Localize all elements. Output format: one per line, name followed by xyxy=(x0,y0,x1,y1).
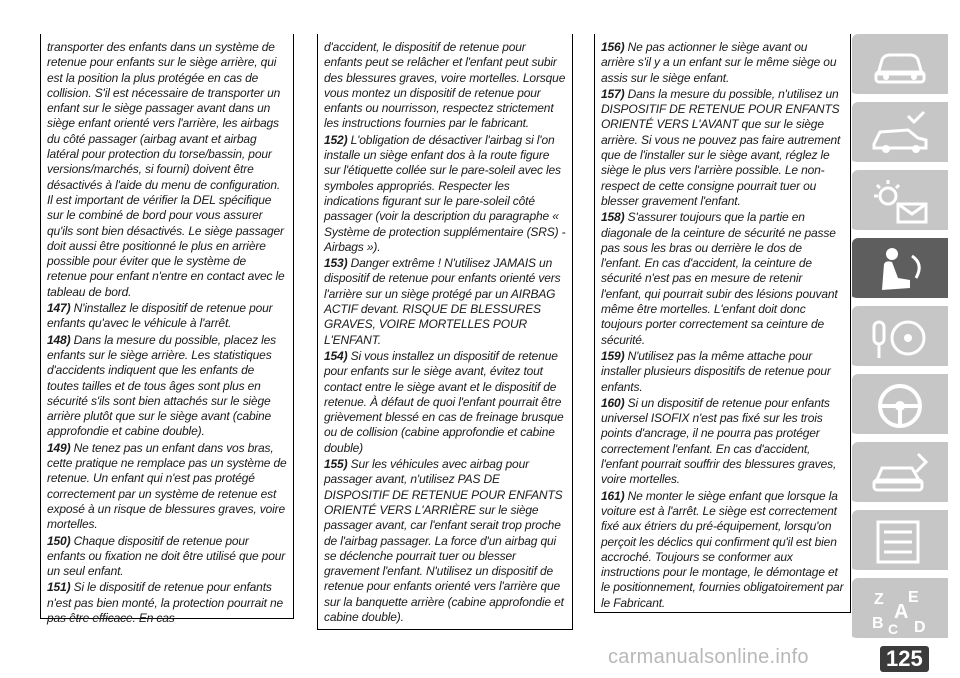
text-column-3 xyxy=(594,34,851,613)
seat-airbag-icon xyxy=(868,244,932,296)
paragraph xyxy=(47,534,287,580)
note-number: 147) xyxy=(47,301,71,316)
note-number: 159) xyxy=(601,348,625,363)
tab-dashboard[interactable] xyxy=(852,170,948,234)
note-text: Si un dispositif de retenue pour enfants universel ISOFIX n'est pas fixé sur les trois points d'ancrage, il ne pourra pas protéger correctement l'enfant. En cas d'accident, l'enfant pourrait souffrir des blessures graves, voire mortelles. xyxy=(601,395,837,487)
car-side-check-icon xyxy=(868,108,932,160)
car-service-icon xyxy=(868,448,932,500)
note-text: Dans la mesure du possible, placez les enfants sur le siège arrière. Les statistiques d'accidents indiquent que les enfants de toutes tailles et de tous âges sont plus en sécurité s'ils sont bien attachés sur le siège arrière plutôt que sur le siège avant (cabine approfondie et cabine double). xyxy=(47,332,277,439)
svg-text:Z: Z xyxy=(874,591,884,608)
note-number: 153) xyxy=(324,256,348,271)
paragraph xyxy=(324,457,566,625)
note-number: 157) xyxy=(601,86,625,101)
paragraph xyxy=(324,256,566,348)
paragraph xyxy=(601,349,844,395)
key-steering-wheel-icon xyxy=(868,312,932,364)
note-text: Danger extrême ! N'utilisez JAMAIS un dispositif de retenue pour enfants orienté vers l'arrière sur un siège protégé par un AIRBAG ACTIF devant. RISQUE DE BLESSURES GRAVES, VOIRE MORTELLES POUR L'ENFANT. xyxy=(324,256,561,347)
note-text: Si le dispositif de retenue pour enfants n'est pas bien monté, la protection pourrait ne pas être efficace. En cas xyxy=(47,580,284,625)
note-number: 161) xyxy=(601,488,625,503)
note-text: Si vous installez un dispositif de retenue pour enfants sur le siège avant, évitez tout contact entre le siège avant et le dispositif de retenue. À défaut de quoi l'enfant pourrait être grièvement blessé en cas de freinage brusque ou de collision (cabine approfondie et cabine double) xyxy=(324,348,564,455)
note-text: Sur les véhicules avec airbag pour passager avant, n'utilisez PAS DE DISPOSITIF DE RETENUE POUR ENFANTS ORIENTÉ VERS L'ARRIÈRE sur le siège passager avant, car l'enfant serait trop proche de l'airbag passager. La force d'un airbag qui se déclenche pourrait tuer ou blesser gravement l'enfant. N'utilisez un dispositif de retenue pour enfants orienté vers l'arrière que sur la banquette arrière (cabine approfondie et cabine double). xyxy=(324,457,564,624)
paragraph xyxy=(324,40,566,132)
tab-emergency[interactable] xyxy=(852,374,948,438)
paragraph xyxy=(601,40,844,86)
tab-index[interactable] xyxy=(852,578,948,642)
paragraph xyxy=(324,133,566,255)
paragraph xyxy=(324,349,566,456)
paragraph xyxy=(47,580,287,626)
note-text: Ne monter le siège enfant que lorsque la voiture est à l'arrêt. Le siège est correctement fixé aux étriers du pré-équipement, lorsqu'on perçoit les déclics qui confirment qu'il est bien accroché. Toujours se conformer aux instructions pour le montage, le démontage et le positionnement, fournies obligatoirement par le Fabricant. xyxy=(601,488,844,610)
alphabet-index-icon xyxy=(868,584,932,636)
tab-maintenance[interactable] xyxy=(852,442,948,506)
note-text: Ne pas actionner le siège avant ou arrière s'il y a un enfant sur le même siège ou assis sur le siège enfant. xyxy=(601,40,837,85)
paragraph xyxy=(601,489,844,611)
tab-vehicle-overview[interactable] xyxy=(852,34,948,98)
paragraph xyxy=(601,210,844,348)
note-number: 152) xyxy=(324,132,348,147)
note-text: L'obligation de désactiver l'airbag si l'on installe un siège enfant dos à la route figure sur l'étiquette collée sur le pare-soleil avec les symboles appropriés. Respecter les indications figurant sur le pare-soleil côté passager (voir la description du paragraphe « Système de protection supplémentaire (SRS) - Airbags »). xyxy=(324,132,566,254)
note-number: 160) xyxy=(601,395,625,410)
note-text: N'utilisez pas la même attache pour installer plusieurs dispositifs de retenue pour enfants. xyxy=(601,348,831,394)
note-text: N'installez le dispositif de retenue pour enfants qu'avec le véhicule à l'arrêt. xyxy=(47,301,273,331)
note-number: 150) xyxy=(47,533,71,548)
tab-safety[interactable] xyxy=(852,238,948,302)
tab-technical-data[interactable] xyxy=(852,510,948,574)
paragraph xyxy=(47,301,287,332)
page-number: 125 xyxy=(880,646,929,672)
note-number: 148) xyxy=(47,332,71,347)
note-text: S'assurer toujours que la partie en diagonale de la ceinture de sécurité ne passe pas sous les bras ou derrière le dos de l'enfant. En cas d'accident, la ceinture de sécurité n'est pas en mesure de retenir l'enfant, qui pourrait subir des lésions pouvant même être mortelles. L'enfant doit donc toujours porter correctement sa ceinture de sécurité. xyxy=(601,210,838,347)
text-column-1 xyxy=(40,34,294,625)
paragraph xyxy=(601,87,844,209)
note-text: Ne tenez pas un enfant dans vos bras, cette pratique ne remplace pas un système de retenue. Un enfant qui n'est pas protégé correctement par un système de retenue est exposé à un risque de blessures graves, voire mortelles. xyxy=(47,440,287,532)
warning-lights-envelope-icon xyxy=(868,176,932,228)
tab-starting-driving[interactable] xyxy=(852,306,948,370)
steering-wheel-icon xyxy=(868,380,932,432)
svg-text:D: D xyxy=(914,619,926,636)
note-number: 154) xyxy=(324,348,348,363)
note-number: 158) xyxy=(601,210,625,225)
note-text: transporter des enfants dans un système de retenue pour enfants sur le siège arrière, qui est la position la plus protégée en cas de collision. S'il est nécessaire de transporter un enfant sur le siège passager avant dans un siège enfant orienté vers l'arrière, les airbags du côté passager (airbag avant et airbag latéral pour protection du torse/bassin, pour versions/marchés, si fourni) doivent être désactivés à l'aide du menu de configuration. Il est important de vérifier la DEL spécifique sur le combiné de bord pour vous assurer qu'ils sont bien désactivés. Le siège passager doit aussi être positionné le plus en arrière possible pour éviter que le système de retenue pour enfant n'entre en contact avec le tableau de bord. xyxy=(47,40,285,299)
note-text: d'accident, le dispositif de retenue pour enfants peut se relâcher et l'enfant peut subir des blessures graves, voire mortelles. Lorsque vous montez un dispositif de retenue pour enfants ou nourrisson, respectez strictement les instructions fournies par le fabricant. xyxy=(324,40,566,131)
note-number: 151) xyxy=(47,580,71,595)
note-number: 149) xyxy=(47,440,71,455)
svg-text:C: C xyxy=(888,621,899,636)
note-number: 156) xyxy=(601,40,625,54)
paragraph xyxy=(47,40,287,300)
watermark: carmanualsonline.info xyxy=(608,646,809,668)
paragraph xyxy=(47,441,287,533)
note-number: 155) xyxy=(324,457,348,472)
svg-text:E: E xyxy=(908,589,919,606)
chapter-sidebar xyxy=(852,34,948,646)
paragraph xyxy=(601,396,844,488)
note-text: Chaque dispositif de retenue pour enfants ou fixation ne doit être utilisé que pour un seul enfant. xyxy=(47,533,286,579)
checklist-icon xyxy=(868,516,932,568)
text-column-2 xyxy=(317,34,573,630)
tab-getting-to-know[interactable] xyxy=(852,102,948,166)
svg-text:B: B xyxy=(872,615,884,632)
car-front-icon xyxy=(868,40,932,92)
note-text: Dans la mesure du possible, n'utilisez un DISPOSITIF DE RETENUE POUR ENFANTS ORIENTÉ VERS L'AVANT que sur le siège arrière. Si vous ne pouvez pas faire autrement que de l'installer sur le siège avant, réglez le siège le plus vers l'arrière possible. Le non-respect de cette consigne pourrait tuer ou blesser gravement l'enfant. xyxy=(601,86,841,208)
svg-text:A: A xyxy=(894,601,909,623)
paragraph xyxy=(47,333,287,440)
